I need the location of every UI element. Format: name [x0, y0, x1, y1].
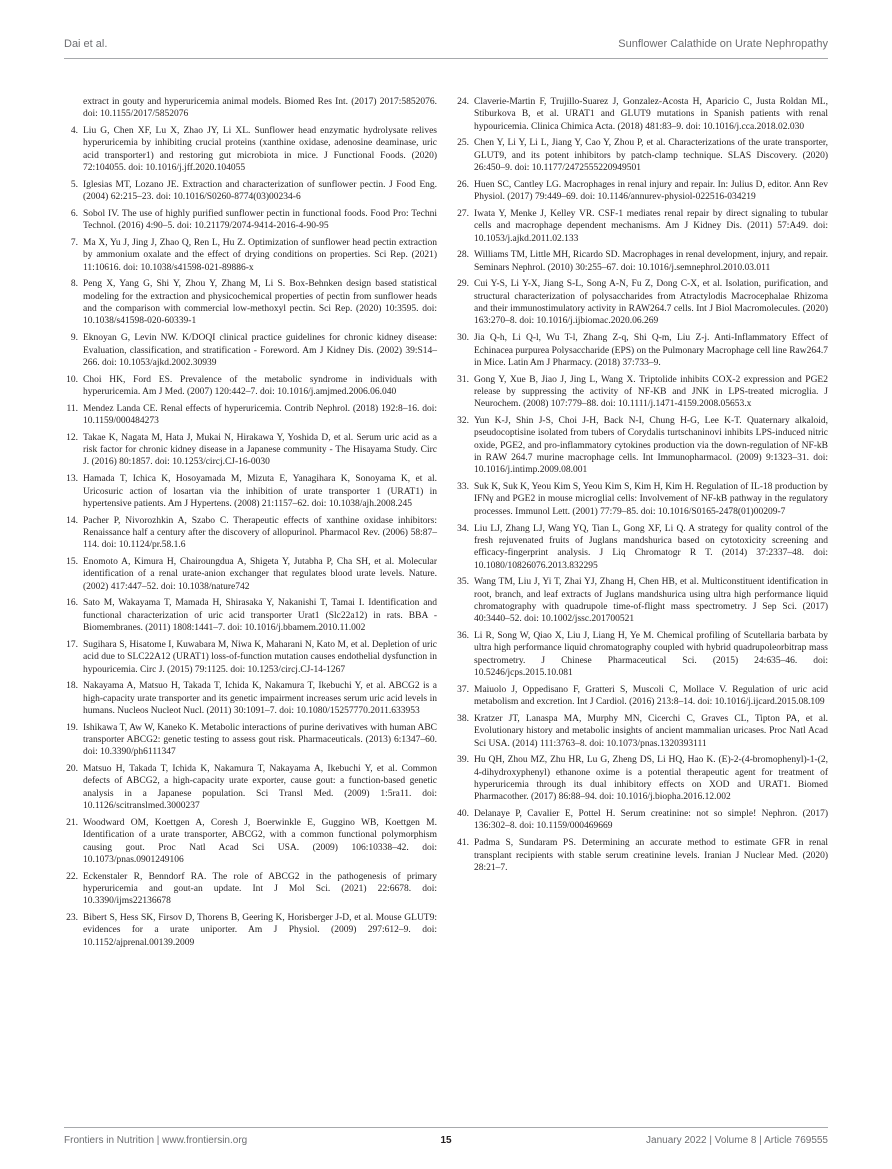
footer-issue: January 2022 | Volume 8 | Article 769555 [646, 1135, 828, 1146]
reference-item [64, 817, 437, 866]
reference-number: 33. [457, 482, 469, 493]
page-footer [64, 1135, 828, 1151]
reference-item [64, 374, 437, 399]
reference-text: Jia Q-h, Li Q-l, Wu T-l, Zhang Z-q, Shi Q-m, Liu Z-j. Anti-Inflammatory Effect of Echinacea purpurea Polysaccharide (EPS) on the Pulmonary Macrophage cell line Raw264.7 in Mice. Latin Am J Pharmacy. (2018) 37:733–9. [474, 333, 828, 368]
running-header [64, 38, 828, 58]
reference-item [455, 332, 828, 369]
reference-text: Takae K, Nagata M, Hata J, Mukai N, Hirakawa Y, Yoshida D, et al. Serum uric acid as a risk factor for chronic kidney disease in a Japanese community - The Hisayama Study. Circ J. (2016) 80:1857. doi: 10.1253/circj.CJ-16-0030 [83, 432, 437, 468]
reference-item [64, 597, 437, 634]
reference-number: 6. [70, 208, 78, 219]
reference-item [64, 473, 437, 510]
reference-number: 17. [66, 639, 78, 650]
header-rule [64, 58, 828, 59]
header-authors: Dai et al. [64, 38, 108, 50]
reference-text: Wang TM, Liu J, Yi T, Zhai YJ, Zhang H, Chen HB, et al. Multiconstituent identification in root, branch, and leaf extracts of Juglans mandshurica using ultra high performance liquid chromatography with quadrupole time-of-flight mass spectrometry. J Sep Sci. (2017) 40:3440–52. doi: 10.1002/jssc.201700521 [474, 577, 828, 625]
reference-item [64, 515, 437, 552]
reference-number: 4. [70, 126, 78, 137]
reference-item [455, 808, 828, 833]
reference-item [455, 523, 828, 572]
reference-number: 21. [66, 817, 78, 828]
reference-item [455, 374, 828, 411]
reference-text: Suk K, Suk K, Yeou Kim S, Yeou Kim S, Kim H, Kim H. Regulation of IL-18 production by IFNγ and PGE2 in mouse microglial cells: Involvement of NF-kB pathway in the regulatory processes. Immunol Lett. (2001) 77:79–85. doi: 10.1016/S0165-2478(01)00209-7 [474, 482, 828, 517]
footer-journal: Frontiers in Nutrition | www.frontiersin.org [64, 1135, 248, 1146]
reference-number: 22. [66, 871, 78, 882]
reference-text: Delanaye P, Cavalier E, Pottel H. Serum creatinine: not so simple! Nephron. (2017) 136:302–8. doi: 10.1159/000469669 [474, 809, 828, 832]
reference-text: Liu G, Chen XF, Lu X, Zhao JY, Li XL. Sunflower head enzymatic hydrolysate relives hyperuricemia by inhibiting crucial proteins (xanthine oxidase, adenosine deaminase, uric acid transporter1) and restoring gut microbiota in mice. J Functional Foods. (2020) 72:104055. doi: 10.1016/j.jff.2020.104055 [83, 126, 437, 174]
reference-number: 31. [457, 374, 469, 385]
reference-text: Cui Y-S, Li Y-X, Jiang S-L, Song A-N, Fu Z, Dong C-X, et al. Isolation, purification, and structural characterization of polysaccharides from Atractylodis Macrocephalae Rhizoma and their immunostimulatory activity in RAW264.7 cells. Int J Biol Macromolecules. (2020) 163:270–8. doi: 10.1016/j.ijbiomac.2020.06.269 [474, 279, 828, 327]
reference-text: Hu QH, Zhou MZ, Zhu HR, Lu G, Zheng DS, Li HQ, Hao K. (E)-2-(4-bromophenyl)-1-(2, 4-dihydroxyphenyl) ethanone oxime is a potential therapeutic agent for treatment of hyperuricemia through its dual inhibitory effects on XOD and URAT1. Biomed Pharmacother. (2017) 86:88–94. doi: 10.1016/j.biopha.2016.12.002 [474, 755, 828, 803]
reference-number: 15. [66, 557, 78, 568]
reference-text: Gong Y, Xue B, Jiao J, Jing L, Wang X. Triptolide inhibits COX-2 expression and PGE2 release by suppressing the activity of NF-KB and JNK in LPS-treated microglia. J Neurochem. (2008) 107:779–88. doi: 10.1111/j.1471-4159.2008.05653.x [474, 374, 828, 410]
reference-item [455, 415, 828, 477]
reference-number: 14. [66, 515, 78, 526]
reference-item [455, 137, 828, 174]
reference-item [64, 432, 437, 469]
reference-text: Kratzer JT, Lanaspa MA, Murphy MN, Cicerchi C, Graves CL, Tipton PA, et al. Evolutionary history and metabolic insights of ancient mammalian uricases. Proc Natl Acad Sci USA. (2014) 111:3763–8. doi: 10.1073/pnas.1320393111 [474, 713, 828, 749]
reference-item [455, 576, 828, 625]
reference-number: 9. [70, 333, 78, 344]
reference-item [455, 278, 828, 327]
reference-text: Maiuolo J, Oppedisano F, Gratteri S, Muscoli C, Mollace V. Regulation of uric acid metabolism and excretion. Int J Cardiol. (2016) 213:8–14. doi: 10.1016/j.ijcard.2015.08.109 [474, 684, 828, 708]
reference-item [64, 403, 437, 428]
reference-number: 32. [457, 416, 469, 427]
reference-text: Williams TM, Little MH, Ricardo SD. Macrophages in renal development, injury, and repair. Seminars Nephrol. (2010) 30:255–67. doi: 10.1016/j.semnephrol.2010.03.011 [474, 250, 828, 273]
reference-number: 5. [70, 179, 78, 190]
reference-item [64, 871, 437, 908]
reference-number: 41. [457, 838, 469, 849]
reference-item [64, 763, 437, 812]
reference-item [64, 179, 437, 204]
reference-number: 40. [457, 809, 469, 820]
reference-text: Sugihara S, Hisatome I, Kuwabara M, Niwa K, Maharani N, Kato M, et al. Depletion of uric acid due to SLC22A12 (URAT1) loss-of-function mutation causes endothelial dysfunction in hypouricemia. Circ J. (2015) 79:1125. doi: 10.1253/circj.CJ-14-1267 [83, 639, 437, 675]
reference-item [64, 680, 437, 717]
reference-item [455, 249, 828, 274]
references-column-right [455, 96, 828, 879]
reference-text: Woodward OM, Koettgen A, Coresh J, Boerwinkle E, Guggino WB, Koettgen M. Identification of a urate transporter, ABCG2, with a common functional polymorphism causing gout. Proc Natl Acad Sci USA. (2009) 106:10338–42. doi: 10.1073/pnas.0901249106 [83, 817, 437, 865]
reference-number: 38. [457, 713, 469, 724]
reference-text: Eckenstaler R, Benndorf RA. The role of ABCG2 in the pathogenesis of primary hyperuricemia and gout-an update. Int J Mol Sci. (2021) 22:6678. doi: 10.3390/ijms22136678 [83, 871, 437, 907]
reference-item [455, 481, 828, 518]
reference-number: 37. [457, 684, 469, 695]
reference-text: Li R, Song W, Qiao X, Liu J, Liang H, Ye M. Chemical profiling of Scutellaria barbata by ultra high performance liquid chromatography coupled with hybrid quadrupoleorbitrap mass spectrometry. J Chinese Pharmaceutical Sci. (2015) 24:635–46. doi: 10.5246/jcps.2015.10.081 [474, 631, 828, 679]
reference-number: 26. [457, 179, 469, 190]
reference-text: Peng X, Yang G, Shi Y, Zhou Y, Zhang M, Li S. Box-Behnken design based statistical modeling for the extraction and physicochemical properties of pectin from sunflower heads and the comparison with commercial low-methoxyl pectin. Sci Rep. (2020) 10:3595. doi: 10.1038/s41598-020-60339-1 [83, 279, 437, 327]
reference-text: extract in gouty and hyperuricemia animal models. Biomed Res Int. (2017) 2017:5852076. doi: 10.1155/2017/5852076 [83, 97, 437, 120]
reference-number: 24. [457, 97, 469, 107]
reference-item [455, 179, 828, 204]
reference-number: 29. [457, 279, 469, 290]
reference-number: 30. [457, 333, 469, 344]
references-column-left [64, 96, 437, 954]
reference-number: 18. [66, 681, 78, 692]
reference-text: Sato M, Wakayama T, Mamada H, Shirasaka Y, Nakanishi T, Tamai I. Identification and functional characterization of uric acid transporter Urat1 (Slc22a12) in rats. BBA - Biomembranes. (2011) 1808:1441–7. doi: 10.1016/j.bbamem.2010.11.002 [83, 598, 437, 634]
reference-text: Iglesias MT, Lozano JE. Extraction and characterization of sunflower pectin. J Food Eng. (2004) 62:215–23. doi: 10.1016/S0260-8774(03)00234-6 [83, 179, 437, 203]
reference-number: 28. [457, 250, 469, 261]
reference-number: 11. [66, 403, 78, 414]
reference-text: Sobol IV. The use of highly purified sunflower pectin in functional foods. Food Pro: Techni Technol. (2016) 4:90–5. doi: 10.21179/2074-9414-2016-4-90-95 [83, 208, 437, 232]
footer-rule [64, 1127, 828, 1128]
reference-item [64, 332, 437, 369]
reference-item [455, 754, 828, 803]
reference-item [455, 713, 828, 750]
reference-item [64, 208, 437, 233]
reference-item [64, 96, 437, 121]
reference-number: 20. [66, 764, 78, 775]
reference-item [455, 837, 828, 874]
reference-text: Padma S, Sundaram PS. Determining an accurate method to estimate GFR in renal transplant recipients with stable serum creatinine levels. Iranian J Nuclear Med. (2020) 28:21–7. [474, 838, 828, 873]
reference-text: Liu LJ, Zhang LJ, Wang YQ, Tian L, Gong XF, Li Q. A strategy for quality control of the fresh rejuvenated fruits of Juglans mandshurica based on cytotoxicity screening and efficacy-fingerprint analysis. J Liq Chromatogr R T. (2014) 37:2337–48. doi: 10.1080/10826076.2013.832295 [474, 523, 828, 571]
reference-item [64, 237, 437, 274]
reference-number: 10. [66, 374, 78, 385]
reference-text: Ma X, Yu J, Jing J, Zhao Q, Ren L, Hu Z. Optimization of sunflower head pectin extraction by ammonium oxalate and the effect of drying conditions on properties. Sci Rep. (2021) 11:10616. doi: 10.1038/s41598-021-89886-x [83, 238, 437, 273]
reference-item [455, 208, 828, 245]
reference-text: Yun K-J, Shin J-S, Choi J-H, Back N-I, Chung H-G, Lee K-T. Quaternary alkaloid, pseudocoptisine isolated from tubers of Corydalis turtschaninovi inhibits LPS-induced nitric oxide, PGE2, and pro-inflammatory cytokines production via the down-regulation of NF-kB in RAW 264.7 murine macrophage cells. Int Immunopharmacol. (2009) 9:1323–31. doi: 10.1016/j.intimp.2009.08.001 [474, 416, 828, 476]
reference-text: Choi HK, Ford ES. Prevalence of the metabolic syndrome in individuals with hyperuricemia. Am J Med. (2007) 120:442–7. doi: 10.1016/j.amjmed.2006.06.040 [83, 374, 437, 397]
reference-text: Huen SC, Cantley LG. Macrophages in renal injury and repair. In: Julius D, editor. Ann Rev Physiol. (2017) 79:449–69. doi: 10.1146/annurev-physiol-022516-034219 [474, 179, 828, 203]
reference-item [64, 912, 437, 949]
page-number: 15 [440, 1135, 452, 1146]
reference-text: Bibert S, Hess SK, Firsov D, Thorens B, Geering K, Horisberger J-D, et al. Mouse GLUT9: evidences for a urate uniporter. Am J Physiol. (2009) 297:612–9. doi: 10.1152/ajprenal.00139.2009 [83, 913, 437, 948]
reference-number: 7. [70, 238, 78, 248]
reference-item [455, 684, 828, 709]
reference-number: 36. [457, 631, 469, 642]
reference-item [64, 125, 437, 174]
reference-item [64, 722, 437, 759]
reference-text: Chen Y, Li Y, Li L, Jiang Y, Cao Y, Zhou P, et al. Characterizations of the urate transporter, GLUT9, and its potent inhibitors by patch-clamp technique. SLAS Discovery. (2020) 26:450–9. doi: 10.1177/2472555220949501 [474, 138, 828, 174]
header-short-title: Sunflower Calathide on Urate Nephropathy [618, 38, 828, 50]
reference-number: 19. [66, 722, 78, 733]
reference-item [455, 630, 828, 679]
reference-text: Hamada T, Ichica K, Hosoyamada M, Mizuta E, Yanagihara K, Sonoyama K, et al. Uricosuric action of losartan via the inhibition of urate transporter 1 (URAT1) in hypertensive patients. Am J Hypertens. (2008) 21:1157–62. doi: 10.1038/ajh.2008.245 [83, 474, 437, 509]
reference-number: 39. [457, 755, 469, 766]
reference-item [64, 639, 437, 676]
reference-number: 27. [457, 208, 469, 219]
reference-number: 34. [457, 523, 469, 534]
reference-text: Eknoyan G, Levin NW. K/DOQI clinical practice guidelines for chronic kidney disease: Evaluation, classification, and stratification - Foreword. Am J Kidney Dis. (2002) 39:S14–266. doi: 10.1053/ajkd.2002.30939 [83, 333, 437, 368]
reference-item [64, 278, 437, 327]
reference-text: Nakayama A, Matsuo H, Takada T, Ichida K, Nakamura T, Ikebuchi Y, et al. ABCG2 is a high-capacity urate transporter and its genetic impairment increases serum uric acid levels in humans. Nucleos Nucleot Nucl. (2011) 30:1091–7. doi: 10.1080/15257770.2011.633953 [83, 681, 437, 716]
reference-text: Iwata Y, Menke J, Kelley VR. CSF-1 mediates renal repair by direct signaling to tubular cells and macrophage dependent mechanisms. Am J Kidney Dis. (2011) 57:A49. doi: 10.1053/j.ajkd.2011.02.133 [474, 208, 828, 244]
reference-number: 13. [66, 474, 78, 485]
reference-text: Enomoto A, Kimura H, Chairoungdua A, Shigeta Y, Jutabha P, Cha SH, et al. Molecular identification of a renal urate-anion exchanger that regulates blood urate levels. Nature. (2002) 417:447–52. doi: 10.1038/nature742 [83, 557, 437, 592]
reference-item [455, 96, 828, 133]
reference-number: 25. [457, 138, 469, 149]
reference-text: Ishikawa T, Aw W, Kaneko K. Metabolic interactions of purine derivatives with human ABC transporter ABCG2: genetic testing to assess gout risk. Pharmaceuticals. (2013) 6:1347–60. doi: 10.3390/ph6111347 [83, 722, 437, 758]
reference-number: 12. [66, 432, 78, 443]
reference-text: Pacher P, Nivorozhkin A, Szabo C. Therapeutic effects of xanthine oxidase inhibitors: Renaissance half a century after the discovery of allopurinol. Pharmacol Rev. (2006) 58:87–114. doi: 10.1124/pr.58.1.6 [83, 515, 437, 551]
reference-item [64, 556, 437, 593]
reference-text: Matsuo H, Takada T, Ichida K, Nakamura T, Nakayama A, Ikebuchi Y, et al. Common defects of ABCG2, a high-capacity urate exporter, cause gout: a function-based genetic analysis in a Japanese population. Sci Transl Med. (2009) 1:5ra11. doi: 10.1126/scitranslmed.3000237 [83, 764, 437, 812]
reference-number: 23. [66, 913, 78, 924]
reference-number: 35. [457, 577, 469, 588]
reference-number: 8. [70, 279, 78, 290]
reference-number: 16. [66, 598, 78, 609]
reference-text: Mendez Landa CE. Renal effects of hyperuricemia. Contrib Nephrol. (2018) 192:8–16. doi: 10.1159/000484273 [83, 403, 437, 427]
reference-text: Claverie-Martin F, Trujillo-Suarez J, Gonzalez-Acosta H, Aparicio C, Justa Roldan ML, Stiburkova B, et al. URAT1 and GLUT9 mutations in Spanish patients with renal hypouricemia. Clinica Chimica Acta. (2018) 481:83–9. doi: 10.1016/j.cca.2018.02.030 [474, 97, 828, 132]
